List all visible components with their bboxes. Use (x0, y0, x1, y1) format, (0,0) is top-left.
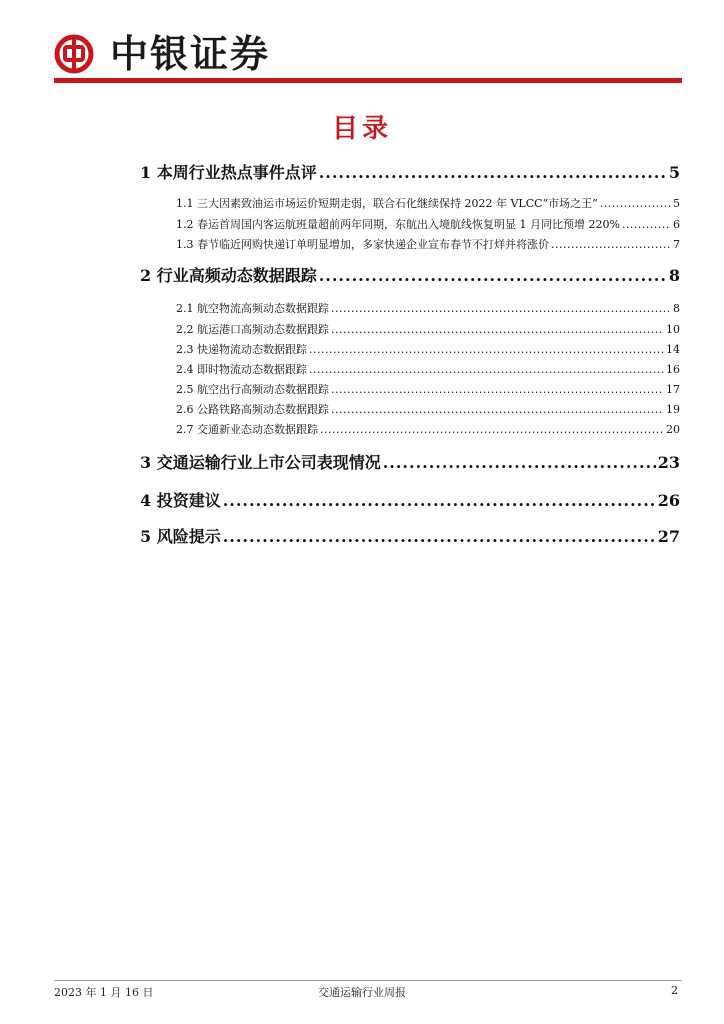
toc-leader-dots (331, 383, 664, 396)
toc-leader-dots (223, 491, 656, 510)
toc-entry-label: 2.2 航运港口高频动态数据跟踪 (176, 323, 329, 336)
toc-leader-dots (622, 218, 671, 231)
toc-entry-label: 1.1 三大因素致油运市场运价短期走弱，联合石化继续保持 2022 年 VLCC“市场之王” (176, 197, 598, 210)
toc-entry-label: 1.3 春节临近网购快递订单明显增加，多家快递企业宣布春节不打烊并将涨价 (176, 238, 549, 251)
toc-entry[interactable] (176, 321, 680, 337)
footer-divider (54, 980, 682, 981)
toc-leader-dots (320, 423, 664, 436)
footer-page-number: 2 (671, 984, 678, 997)
toc-entry[interactable] (140, 450, 680, 473)
page-header (54, 30, 682, 85)
toc-leader-dots (309, 363, 664, 376)
toc-entry-label: 4 投资建议 (140, 491, 221, 510)
toc-entry[interactable] (176, 401, 680, 417)
toc-leader-dots (600, 197, 671, 210)
toc-entry-label: 2.5 航空出行高频动态数据跟踪 (176, 383, 329, 396)
toc-leader-dots (551, 238, 671, 251)
toc-entry-page: 26 (657, 491, 680, 510)
toc-entry-label: 2.7 交通新业态动态数据跟踪 (176, 423, 318, 436)
brand-name: 中银证券 (110, 31, 271, 76)
toc-entry-page: 5 (668, 163, 680, 182)
toc-entry[interactable] (176, 421, 680, 437)
toc-entry-label: 2.1 航空物流高频动态数据跟踪 (176, 302, 329, 315)
toc-entry-label: 2.6 公路铁路高频动态数据跟踪 (176, 403, 329, 416)
toc-entry-page: 16 (666, 363, 680, 376)
toc-entry[interactable] (176, 216, 680, 232)
toc-entry[interactable] (140, 524, 680, 547)
toc-entry-label: 3 交通运输行业上市公司表现情况 (140, 453, 381, 472)
toc-leader-dots (223, 527, 656, 546)
toc-entry[interactable] (140, 488, 680, 511)
toc-entry-page: 8 (668, 266, 680, 285)
toc-entry-page: 14 (666, 343, 680, 356)
toc-leader-dots (331, 323, 664, 336)
toc-title: 目录 (331, 114, 392, 144)
toc-leader-dots (331, 403, 664, 416)
toc-entry[interactable] (140, 160, 680, 183)
toc-entry-page: 8 (673, 302, 680, 315)
toc-leader-dots (319, 266, 667, 285)
toc-entry-label: 2.3 快递物流动态数据跟踪 (176, 343, 307, 356)
toc-entry-page: 27 (657, 527, 680, 546)
bank-of-china-logo-icon (54, 34, 94, 74)
header-divider (54, 78, 682, 83)
toc-entry-page: 20 (666, 423, 680, 436)
toc-entry-label: 1 本周行业热点事件点评 (140, 163, 317, 182)
toc-entry[interactable] (176, 341, 680, 357)
footer-date: 2023 年 1 月 16 日 (54, 986, 154, 999)
toc-entry-label: 2.4 即时物流动态数据跟踪 (176, 363, 307, 376)
toc-entry-page: 23 (657, 453, 680, 472)
toc-leader-dots (383, 453, 656, 472)
toc-entry-label: 5 风险提示 (140, 527, 221, 546)
toc-leader-dots (309, 343, 664, 356)
toc-entry-label: 1.2 春运首周国内客运航班量超前两年同期，东航出入境航线恢复明显 1 月同比预增 220% (176, 218, 620, 231)
toc-entry[interactable] (176, 300, 680, 316)
toc-entry[interactable] (140, 263, 680, 286)
toc-entry-page: 17 (666, 383, 680, 396)
toc-entry-page: 10 (666, 323, 680, 336)
toc-leader-dots (319, 163, 667, 182)
toc-entry-label: 2 行业高频动态数据跟踪 (140, 266, 317, 285)
toc-entry[interactable] (176, 195, 680, 211)
footer-report-name: 交通运输行业周报 (318, 986, 406, 999)
toc-entry[interactable] (176, 361, 680, 377)
toc-entry[interactable] (176, 236, 680, 252)
toc-entry-page: 19 (666, 403, 680, 416)
toc-entry[interactable] (176, 381, 680, 397)
toc-entry-page: 7 (673, 238, 680, 251)
toc-leader-dots (331, 302, 671, 315)
toc-entry-page: 6 (673, 218, 680, 231)
toc-entry-page: 5 (673, 197, 680, 210)
